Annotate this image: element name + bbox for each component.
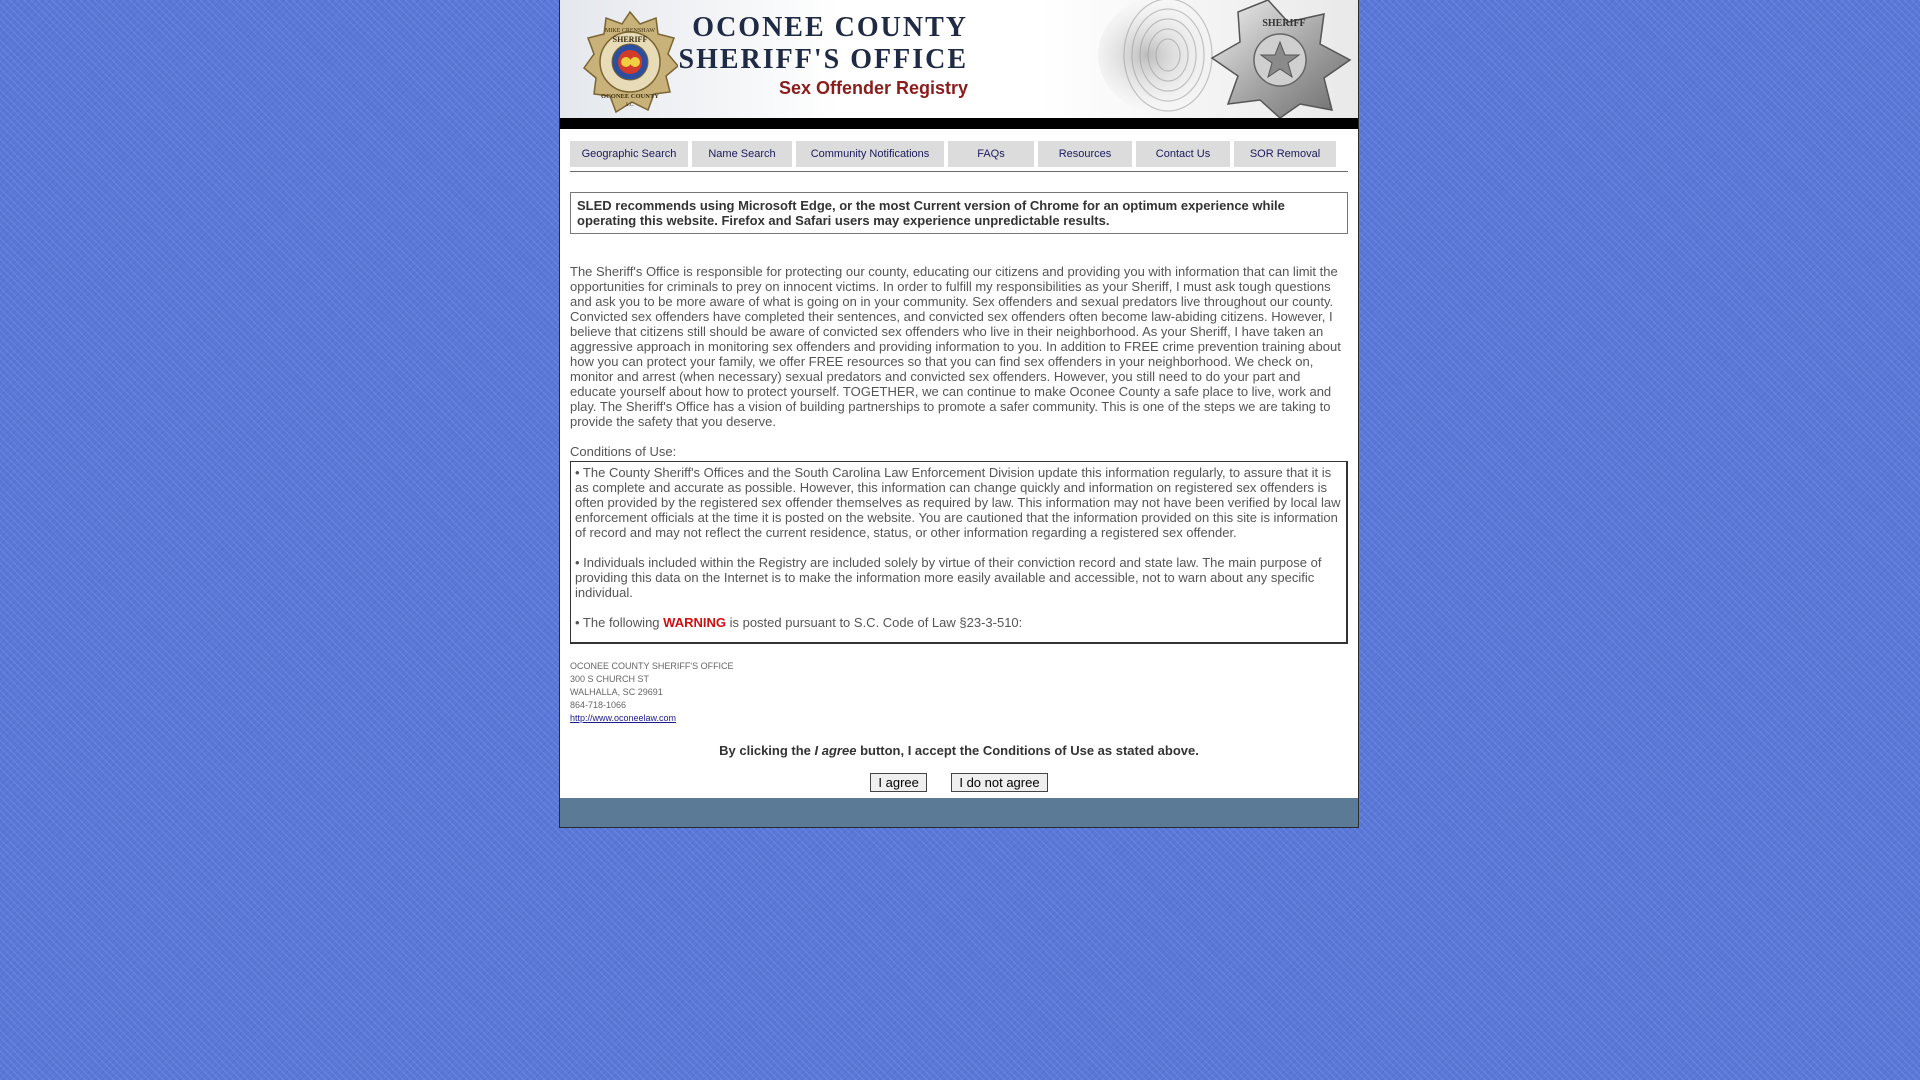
condition-item-2: • Individuals included within the Registry are included solely by virtue of their conviction record and state law. The main purpose of providing this data on the Internet is to make the information more easily available and accessible, not to warn about any specific individual. — [575, 555, 1322, 600]
condition-item-3-prefix: • The following — [575, 615, 664, 630]
agreement-prefix: By clicking the — [719, 743, 815, 758]
conditions-of-use-box[interactable] — [570, 461, 1348, 644]
seal-text-top: MIKE CRENSHAW — [604, 28, 656, 34]
page-container — [559, 0, 1359, 828]
sheriff-intro-text: The Sheriff's Office is responsible for protecting our county, educating our citizens and providing you with information that can limit the opportunities for criminals to prey on innocent victims. In order to fulfill my responsibilities as your Sheriff, I must ask tough questions and ask you to be more aware of what is going on in your community. Sex offenders and sexual predators live throughout our county. Convicted sex offenders have completed their sentences, and convicted sex offenders often become law-abiding citizens. However, I believe that citizens still should be aware of convicted sex offenders who live in their neighborhood. As your Sheriff, I have taken an aggressive approach in monitoring sex offenders and providing information to you. In addition to FREE crime prevention training about how you can protect your family, we offer FREE resources so that you can find sex offenders in your neighborhood. We check on, monitor and arrest (when necessary) sexual predators and convicted sex offenders. However, you still need to do your part and educate yourself about how to protect yourself. TOGETHER, we can continue to make Oconee County a safe place to live, work and play. The Sheriff's Office has a vision of building partnerships to promote a safer community. This is one of the steps we are taking to provide the safety that you deserve. — [570, 264, 1341, 429]
nav-sor-removal[interactable]: SOR Removal — [1234, 141, 1336, 167]
disagree-button[interactable]: I do not agree — [951, 773, 1047, 792]
condition-item-3 — [575, 615, 1342, 630]
seal-text-bottom: OCONEE COUNTY — [601, 93, 659, 100]
badge-text: SHERIFF — [1262, 18, 1306, 29]
conditions-heading: Conditions of Use: — [570, 444, 677, 459]
condition-item-1: • The County Sheriff's Offices and the South Carolina Law Enforcement Division update this information regularly, to assure that it is as complete and accurate as possible. However, this information can change quickly and information on registered sex offenders is often provided by the registered sex offender themselves as required by law. This information may not have been verified by local law enforcement officials at the time it is posted on the website. You are cautioned that the information provided on this site is information of record and may not reflect the current residence, status, or other information regarding a registered sex offender. — [575, 465, 1341, 540]
seal-text-mid: SHERIFF — [612, 35, 648, 44]
main-navigation — [570, 141, 1348, 172]
office-website-link[interactable]: http://www.oconeelaw.com — [570, 713, 677, 723]
office-city: WALHALLA, SC 29691 — [570, 687, 663, 697]
nav-community-notifications[interactable]: Community Notifications — [796, 141, 944, 167]
office-phone: 864-718-1066 — [570, 700, 627, 710]
sheriff-seal-logo — [582, 10, 678, 114]
nav-geographic-search[interactable]: Geographic Search — [570, 141, 688, 167]
agreement-suffix: button, I accept the Conditions of Use as stated above. — [856, 743, 1199, 758]
site-subtitle: Sex Offender Registry — [778, 78, 968, 98]
site-title-line2: SHERIFF'S OFFICE — [678, 44, 968, 75]
site-title-line1: OCONEE COUNTY — [692, 12, 968, 43]
nav-name-search[interactable]: Name Search — [692, 141, 792, 167]
sheriff-star-badge-icon — [1088, 0, 1358, 118]
office-address — [570, 660, 1348, 725]
nav-contact-us[interactable]: Contact Us — [1136, 141, 1230, 167]
agreement-statement — [560, 743, 1358, 758]
warning-label: WARNING — [663, 615, 726, 630]
agreement-emphasis: I agree — [814, 743, 857, 758]
title-block — [679, 12, 968, 99]
office-street: 300 S CHURCH ST — [570, 674, 650, 684]
header-divider — [560, 118, 1358, 129]
nav-faqs[interactable]: FAQs — [948, 141, 1034, 167]
condition-item-3-suffix: is posted pursuant to S.C. Code of Law §23-3-510: — [725, 615, 1023, 630]
header-banner — [560, 0, 1358, 118]
office-name: OCONEE COUNTY SHERIFF'S OFFICE — [570, 661, 734, 671]
agreement-buttons — [560, 773, 1358, 792]
agree-button[interactable]: I agree — [870, 773, 926, 792]
footer-bar — [560, 798, 1358, 827]
seal-text-state: S.C. — [625, 103, 635, 108]
nav-resources[interactable]: Resources — [1038, 141, 1132, 167]
browser-notice: SLED recommends using Microsoft Edge, or the most Current version of Chrome for an optimum experience while operating this website. Firefox and Safari users may experience unpredictable results. — [570, 192, 1348, 234]
